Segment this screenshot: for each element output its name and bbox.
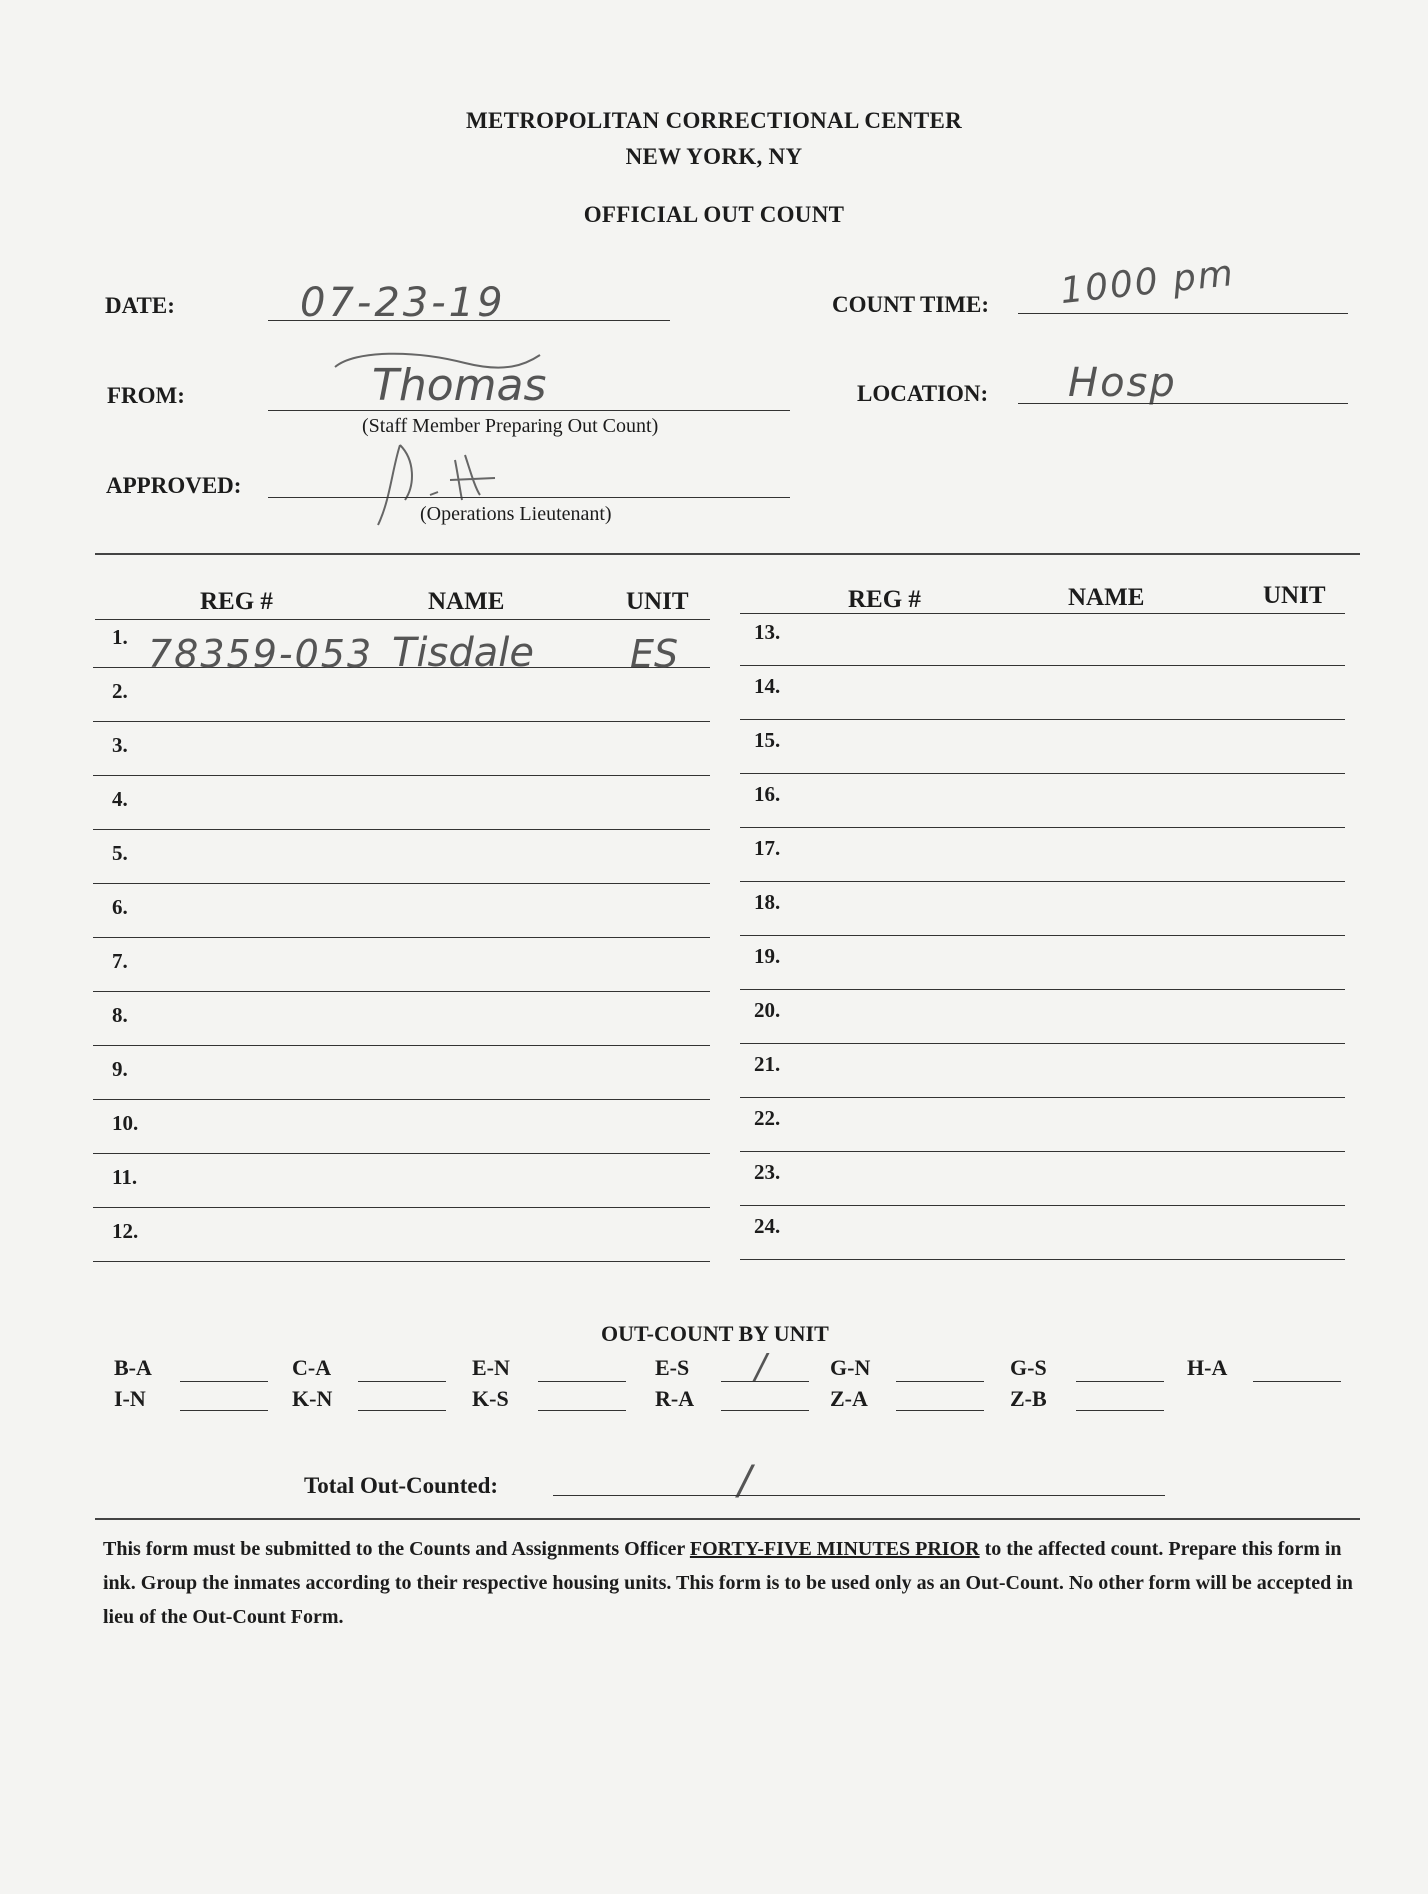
row-line[interactable] xyxy=(93,829,710,830)
row-number: 15. xyxy=(754,728,781,752)
row-line[interactable] xyxy=(93,991,710,992)
row-line[interactable] xyxy=(93,1099,710,1100)
row-number: 6. xyxy=(112,895,128,919)
notice-part-1: This form must be submitted to the Counts and Assignments Officer xyxy=(103,1538,690,1560)
unit-count-line-z-b[interactable] xyxy=(1076,1410,1164,1411)
row-number: 1. xyxy=(112,625,128,649)
unit-label-g-n: G-N xyxy=(830,1355,871,1380)
location-line xyxy=(1018,403,1348,404)
row-line[interactable] xyxy=(740,827,1345,828)
left-header-line xyxy=(95,619,710,620)
form-title: OFFICIAL OUT COUNT xyxy=(583,202,845,227)
unit-count-line-r-a[interactable] xyxy=(721,1410,809,1411)
unit-count-line-e-n[interactable] xyxy=(538,1381,626,1382)
row-number: 9. xyxy=(112,1057,128,1081)
date-line xyxy=(268,320,670,321)
unit-count-line-k-s[interactable] xyxy=(538,1410,626,1411)
row-number: 2. xyxy=(112,679,128,703)
notice-divider xyxy=(95,1518,1360,1520)
unit-label-e-s: E-S xyxy=(655,1355,690,1380)
unit-count-line-g-n[interactable] xyxy=(896,1381,984,1382)
unit-label-i-n: I-N xyxy=(114,1386,146,1411)
row-line[interactable] xyxy=(740,1043,1345,1044)
row-number: 21. xyxy=(754,1052,781,1076)
unit-label-b-a: B-A xyxy=(114,1355,152,1380)
location-value[interactable]: Hosp xyxy=(1068,360,1177,406)
row-number: 7. xyxy=(112,949,128,973)
unit-label-g-s: G-S xyxy=(1010,1355,1047,1380)
unit-label-c-a: C-A xyxy=(292,1355,332,1380)
row-number: 16. xyxy=(754,782,781,806)
row-line[interactable] xyxy=(740,881,1345,882)
row-number: 3. xyxy=(112,733,128,757)
date-label: DATE: xyxy=(105,293,175,318)
count-time-value[interactable]: 1000 pm xyxy=(1058,252,1237,313)
row-number: 4. xyxy=(112,787,128,811)
row-number: 23. xyxy=(754,1160,781,1184)
right-unit-header: UNIT xyxy=(1263,582,1326,609)
approved-label: APPROVED: xyxy=(106,473,242,498)
header-title: METROPOLITAN CORRECTIONAL CENTER xyxy=(465,108,963,133)
row-line[interactable] xyxy=(740,935,1345,936)
total-label: Total Out-Counted: xyxy=(304,1473,499,1498)
entry-1-name[interactable]: Tisdale xyxy=(392,630,535,676)
from-caption: (Staff Member Preparing Out Count) xyxy=(362,415,659,437)
notice-emphasis: FORTY-FIVE MINUTES PRIOR xyxy=(689,1538,980,1560)
entry-1-reg[interactable]: 78359-053 xyxy=(148,632,374,676)
row-number: 20. xyxy=(754,998,781,1022)
approved-line xyxy=(268,497,790,498)
unit-label-k-s: K-S xyxy=(472,1386,509,1411)
unit-count-line-k-n[interactable] xyxy=(358,1410,446,1411)
row-line[interactable] xyxy=(93,1261,710,1262)
notice-part-2: to the affected count. Prepare this form in ink. Group the inmates according to their respective housing units. This form is to be used only as an Out-Count. No other form will be accepted in lieu of the Out-Count Form. xyxy=(103,1538,1353,1628)
from-signature-flourish xyxy=(325,345,565,415)
total-value[interactable]: / xyxy=(738,1458,752,1504)
section-divider xyxy=(95,553,1360,555)
row-number: 12. xyxy=(112,1219,139,1243)
row-line[interactable] xyxy=(93,721,710,722)
unit-count-line-b-a[interactable] xyxy=(180,1381,268,1382)
count-time-line xyxy=(1018,313,1348,314)
from-line xyxy=(268,410,790,411)
row-line[interactable] xyxy=(93,775,710,776)
row-line[interactable] xyxy=(740,665,1345,666)
row-line[interactable] xyxy=(740,1097,1345,1098)
submission-notice xyxy=(103,1532,1363,1634)
row-number: 10. xyxy=(112,1111,139,1135)
row-line[interactable] xyxy=(93,1045,710,1046)
right-reg-header: REG # xyxy=(848,586,921,613)
right-name-header: NAME xyxy=(1068,584,1145,611)
row-line[interactable] xyxy=(740,1259,1345,1260)
outcount-title: OUT-COUNT BY UNIT xyxy=(601,1321,829,1346)
row-number: 24. xyxy=(754,1214,781,1238)
row-number: 19. xyxy=(754,944,781,968)
unit-count-line-z-a[interactable] xyxy=(896,1410,984,1411)
row-number: 11. xyxy=(112,1165,138,1189)
unit-label-k-n: K-N xyxy=(292,1386,333,1411)
count-time-label: COUNT TIME: xyxy=(832,292,989,317)
left-unit-header: UNIT xyxy=(626,588,689,615)
row-number: 13. xyxy=(754,620,781,644)
unit-label-z-a: Z-A xyxy=(830,1386,868,1411)
row-line[interactable] xyxy=(93,1153,710,1154)
date-value[interactable]: 07-23-19 xyxy=(300,280,506,326)
from-signature[interactable]: Thomas xyxy=(372,360,547,411)
left-reg-header: REG # xyxy=(200,588,273,615)
location-label: LOCATION: xyxy=(857,381,989,406)
unit-count-line-h-a[interactable] xyxy=(1253,1381,1341,1382)
row-number: 17. xyxy=(754,836,781,860)
row-number: 14. xyxy=(754,674,781,698)
header-location: NEW YORK, NY xyxy=(625,144,803,169)
unit-label-r-a: R-A xyxy=(655,1386,695,1411)
row-line[interactable] xyxy=(740,989,1345,990)
row-number: 5. xyxy=(112,841,128,865)
unit-count-value-e-s[interactable]: / xyxy=(755,1347,767,1387)
row-line[interactable] xyxy=(740,773,1345,774)
row-line[interactable] xyxy=(93,1207,710,1208)
unit-label-h-a: H-A xyxy=(1187,1355,1228,1380)
row-number: 8. xyxy=(112,1003,128,1027)
unit-count-line-i-n[interactable] xyxy=(180,1410,268,1411)
row-line[interactable] xyxy=(740,1151,1345,1152)
left-name-header: NAME xyxy=(428,588,505,615)
row-line[interactable] xyxy=(740,719,1345,720)
right-header-line xyxy=(740,613,1345,614)
entry-1-unit[interactable]: ES xyxy=(630,632,679,676)
total-line xyxy=(553,1495,1165,1496)
unit-count-line-c-a[interactable] xyxy=(358,1381,446,1382)
approved-caption: (Operations Lieutenant) xyxy=(420,503,612,525)
unit-label-e-n: E-N xyxy=(472,1355,510,1380)
row-line[interactable] xyxy=(740,1205,1345,1206)
row-number: 18. xyxy=(754,890,781,914)
from-label: FROM: xyxy=(107,383,185,408)
unit-label-z-b: Z-B xyxy=(1010,1386,1047,1411)
row-line[interactable] xyxy=(93,937,710,938)
unit-count-line-g-s[interactable] xyxy=(1076,1381,1164,1382)
row-number: 22. xyxy=(754,1106,781,1130)
row-line[interactable] xyxy=(93,883,710,884)
